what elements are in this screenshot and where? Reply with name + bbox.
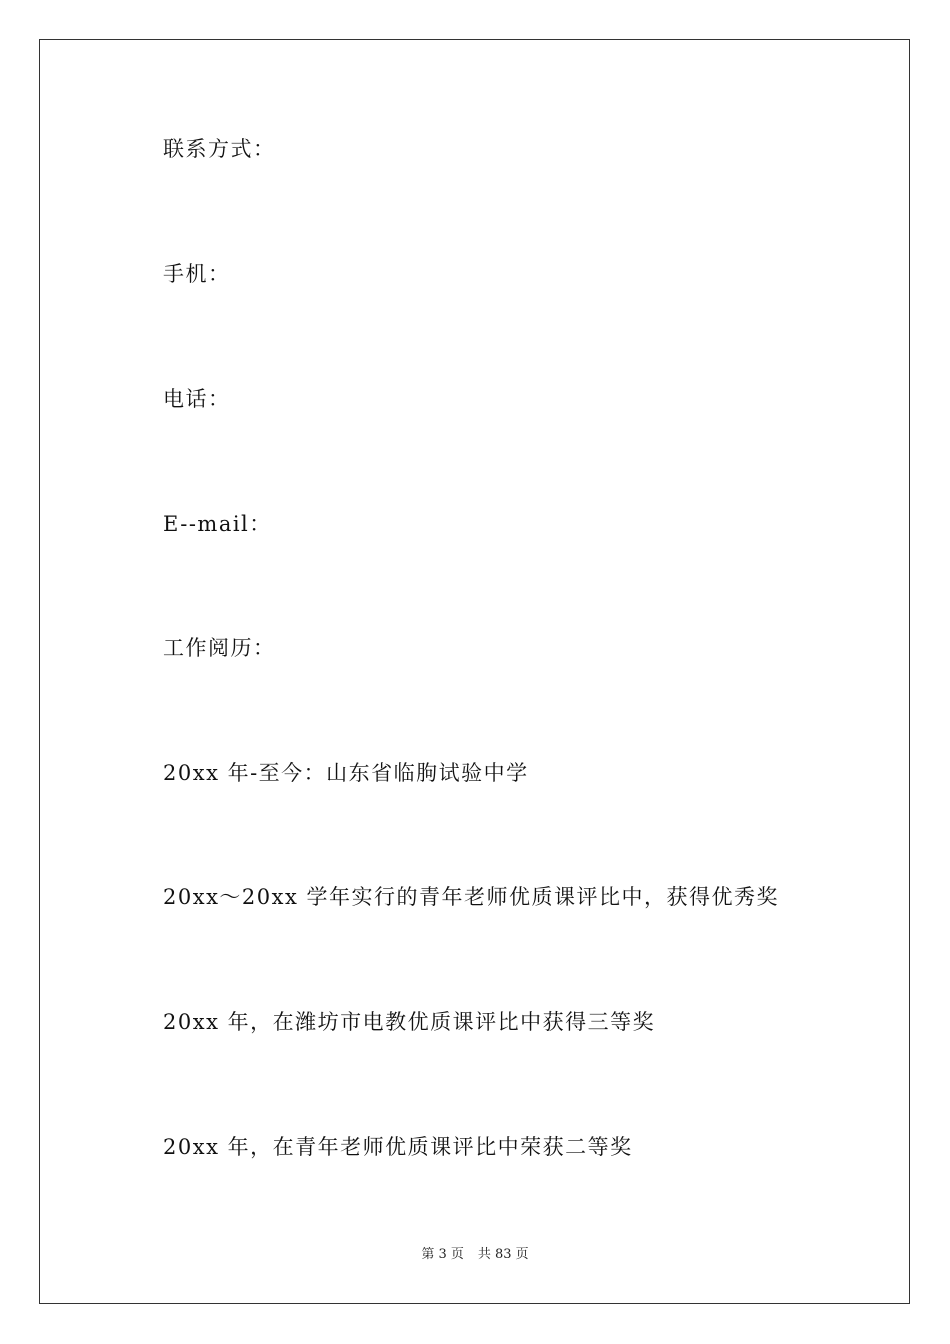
experience-line-2: 20xx～20xx 学年实行的青年老师优质课评比中，获得优秀奖 (163, 885, 779, 909)
experience-line-4: 20xx 年，在青年老师优质课评比中荣获二等奖 (163, 1135, 633, 1159)
contact-heading: 联系方式： (163, 137, 276, 161)
page-total: 共 83 页 (477, 1247, 529, 1262)
experience-line-1: 20xx 年-至今：山东省临朐试验中学 (163, 761, 529, 785)
page-number: 第 3 页 (421, 1247, 464, 1262)
work-experience-heading: 工作阅历： (163, 636, 276, 660)
mobile-label: 手机： (163, 262, 231, 286)
phone-label: 电话： (163, 387, 231, 411)
page-border (39, 39, 910, 1304)
page-footer (0, 1247, 950, 1263)
experience-line-3: 20xx 年，在潍坊市电教优质课评比中获得三等奖 (163, 1010, 656, 1034)
email-label: E--mail： (163, 512, 272, 536)
